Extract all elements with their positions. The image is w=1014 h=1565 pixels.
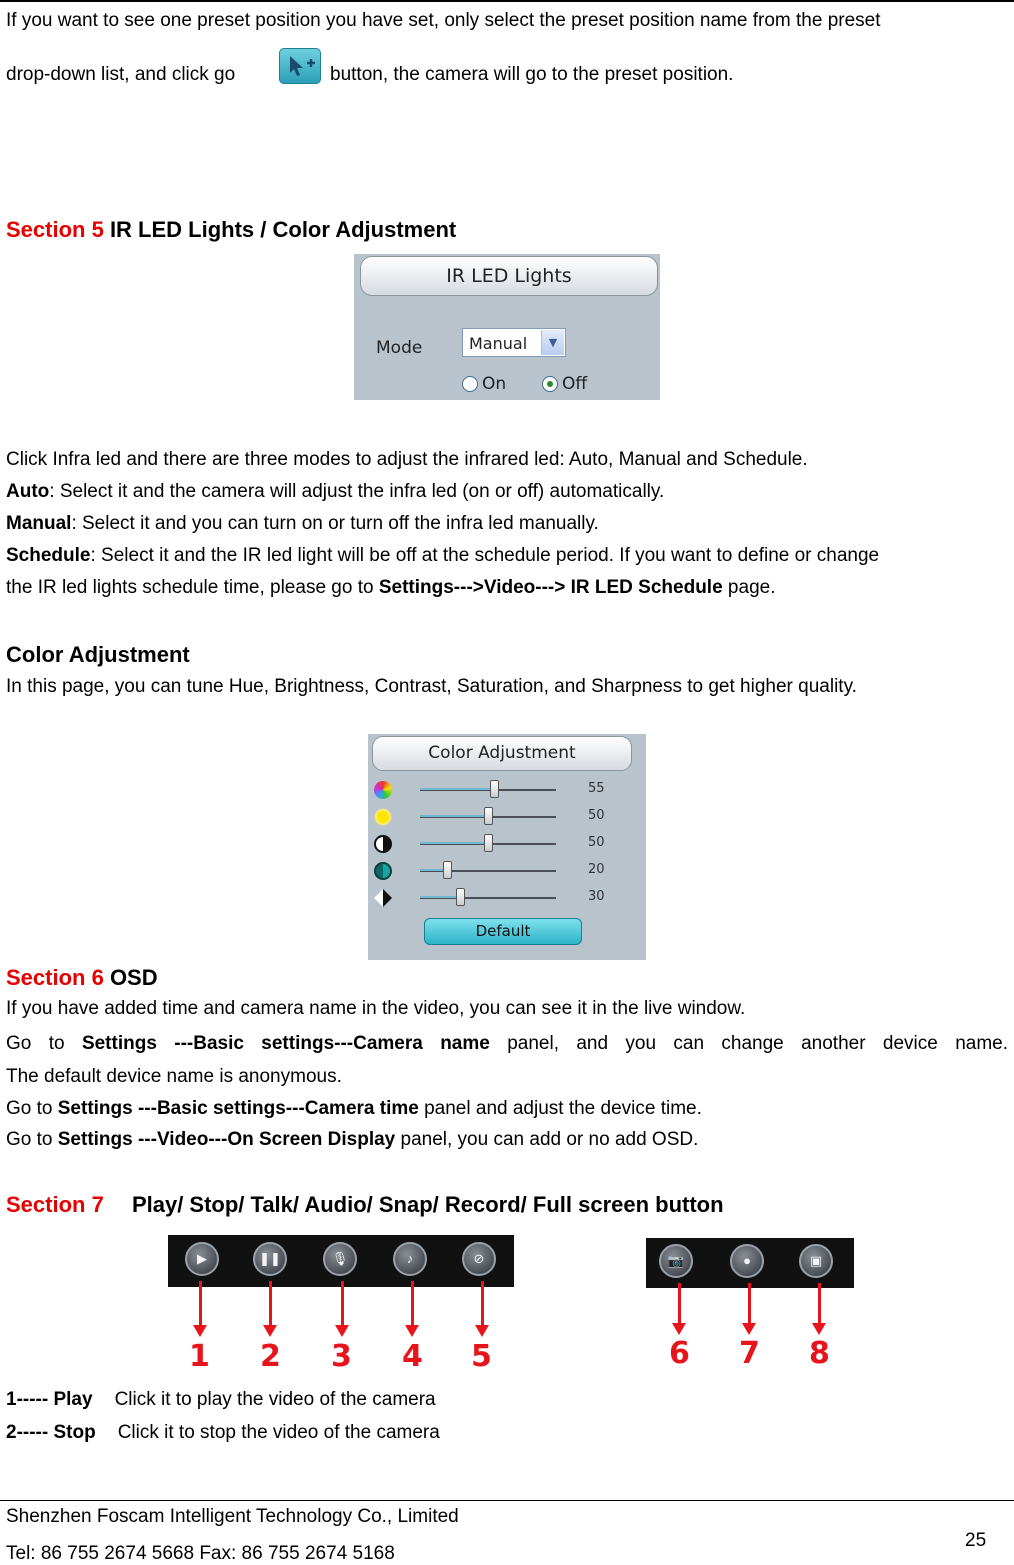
- chevron-down-icon[interactable]: ▼: [541, 330, 564, 355]
- arrow-1: [199, 1281, 202, 1327]
- arrow-6: [678, 1283, 681, 1325]
- pause-icon[interactable]: ❚❚: [253, 1242, 287, 1276]
- contrast-row: [368, 833, 646, 855]
- schedule-label: Schedule: [6, 545, 91, 566]
- manual-label: Manual: [6, 513, 72, 534]
- osd-p4: [6, 1129, 698, 1151]
- manual-line: [6, 513, 599, 535]
- osd-p2-go: Go to: [6, 1033, 65, 1054]
- schedule-line-2-end: page.: [722, 577, 776, 598]
- item-1-line: [6, 1389, 436, 1411]
- item-2-text: Click it to stop the video of the camera: [117, 1422, 440, 1443]
- auto-line: [6, 481, 664, 503]
- talk-icon[interactable]: 🎙: [323, 1242, 357, 1276]
- contrast-thumb[interactable]: [484, 834, 493, 852]
- section-5-title: IR LED Lights / Color Adjustment: [109, 217, 457, 242]
- hue-value: 55: [588, 781, 605, 796]
- intro-line-2-start: drop-down list, and click go: [6, 64, 236, 85]
- schedule-link: Settings--->Video---> IR LED Schedule: [378, 577, 723, 598]
- schedule-line-2: [6, 577, 775, 599]
- section-6-heading: [6, 965, 158, 991]
- sharpness-row: [368, 887, 646, 909]
- osd-p3-go: Go to: [6, 1098, 58, 1119]
- mode-select-value: Manual: [469, 334, 528, 353]
- brightness-thumb[interactable]: [484, 807, 493, 825]
- section-5-heading: [6, 217, 456, 243]
- osd-p2: [6, 1033, 1008, 1055]
- radio-off[interactable]: [542, 376, 558, 392]
- radio-off-label: Off: [562, 374, 588, 394]
- osd-p3: [6, 1098, 702, 1120]
- manual-text: : Select it and you can turn on or turn off the infra led manually.: [71, 513, 599, 534]
- schedule-line-2-start: the IR led lights schedule time, please go to: [6, 577, 379, 598]
- player-toolbar-left: [168, 1235, 514, 1287]
- arrow-7: [748, 1283, 751, 1325]
- footer-rule: [0, 1500, 1014, 1501]
- osd-p3-link: Settings ---Basic settings---Camera time: [57, 1098, 419, 1119]
- arrow-5: [481, 1281, 484, 1327]
- brightness-value: 50: [588, 808, 605, 823]
- contrast-icon: [374, 835, 392, 853]
- section-7-label: Section 7: [6, 1192, 104, 1217]
- default-button[interactable]: Default: [424, 918, 582, 945]
- section-5-label: Section 5: [6, 217, 104, 242]
- section-7-title: Play/ Stop/ Talk/ Audio/ Snap/ Record/ Full screen button: [131, 1192, 724, 1217]
- sharpness-icon: [374, 889, 392, 907]
- section-6-title: OSD: [109, 965, 158, 990]
- color-adjustment-text: In this page, you can tune Hue, Brightness, Contrast, Saturation, and Sharpness to get higher quality.: [6, 676, 857, 697]
- osd-p4-go: Go to: [6, 1129, 58, 1150]
- ir-led-panel: [354, 254, 660, 400]
- brightness-fill: [420, 815, 488, 817]
- mute-icon[interactable]: ⊘: [462, 1242, 496, 1276]
- auto-label: Auto: [6, 481, 50, 502]
- mode-select[interactable]: [462, 328, 566, 357]
- osd-p4-rest: panel, you can add or no add OSD.: [395, 1129, 699, 1150]
- page-number: 25: [965, 1530, 987, 1551]
- color-adjustment-panel: [368, 734, 646, 960]
- hue-fill: [420, 788, 495, 790]
- audio-icon[interactable]: ♪: [393, 1242, 427, 1276]
- item-2-line: [6, 1422, 440, 1444]
- go-button-icon: [279, 48, 321, 84]
- brightness-icon: [374, 808, 392, 826]
- saturation-row: [368, 860, 646, 882]
- saturation-icon: [374, 862, 392, 880]
- section-6-label: Section 6: [6, 965, 104, 990]
- hue-row: [368, 779, 646, 801]
- ir-led-panel-title[interactable]: IR LED Lights: [360, 256, 658, 296]
- intro-line-1: If you want to see one preset position you have set, only select the preset position name from the preset: [6, 10, 881, 31]
- hue-icon: [374, 781, 392, 799]
- osd-p2-link: Settings ---Basic settings---Camera name: [81, 1033, 490, 1054]
- sharpness-fill: [420, 896, 461, 898]
- osd-p1: If you have added time and camera name in the video, you can see it in the live window.: [6, 998, 746, 1019]
- arrow-4: [411, 1281, 414, 1327]
- sharpness-thumb[interactable]: [456, 888, 465, 906]
- callout-6: 6: [669, 1336, 690, 1371]
- callout-2: 2: [260, 1339, 281, 1374]
- play-icon[interactable]: ▶: [185, 1242, 219, 1276]
- footer-contact: Tel: 86 755 2674 5668 Fax: 86 755 2674 5168: [6, 1543, 395, 1564]
- callout-3: 3: [331, 1339, 352, 1374]
- arrow-3: [341, 1281, 344, 1327]
- record-icon[interactable]: ●: [730, 1244, 764, 1278]
- sharpness-value: 30: [588, 889, 605, 904]
- brightness-row: [368, 806, 646, 828]
- radio-on[interactable]: [462, 376, 478, 392]
- callout-7: 7: [739, 1336, 760, 1371]
- section-7-heading: [6, 1192, 724, 1218]
- top-rule: [0, 0, 1014, 2]
- arrow-2: [269, 1281, 272, 1327]
- osd-p4-link: Settings ---Video---On Screen Display: [57, 1129, 396, 1150]
- intro-line-2-end: button, the camera will go to the preset position.: [330, 64, 734, 85]
- ir-intro: Click Infra led and there are three modes to adjust the infrared led: Auto, Manual and Schedule.: [6, 449, 808, 470]
- contrast-value: 50: [588, 835, 605, 850]
- color-adjustment-panel-title[interactable]: Color Adjustment: [372, 736, 632, 771]
- fullscreen-icon[interactable]: ▣: [799, 1244, 833, 1278]
- schedule-text: : Select it and the IR led light will be off at the schedule period. If you want to define or change: [90, 545, 880, 566]
- auto-text: : Select it and the camera will adjust the infra led (on or off) automatically.: [49, 481, 665, 502]
- schedule-line: [6, 545, 879, 567]
- mode-label: Mode: [376, 338, 423, 358]
- callout-5: 5: [471, 1339, 492, 1374]
- osd-p2-line2: The default device name is anonymous.: [6, 1066, 342, 1087]
- osd-p2-rest: panel, and you can change another device name.: [507, 1033, 1008, 1054]
- snap-icon[interactable]: 📷: [659, 1244, 693, 1278]
- color-adjustment-heading: Color Adjustment: [6, 642, 190, 667]
- player-toolbar-right: [646, 1238, 854, 1288]
- callout-8: 8: [809, 1336, 830, 1371]
- item-2-label: 2----- Stop: [6, 1422, 96, 1443]
- item-1-text: Click it to play the video of the camera: [114, 1389, 436, 1410]
- footer-company: Shenzhen Foscam Intelligent Technology Co., Limited: [6, 1506, 459, 1527]
- osd-p3-rest: panel and adjust the device time.: [418, 1098, 702, 1119]
- saturation-thumb[interactable]: [443, 861, 452, 879]
- arrow-8: [818, 1283, 821, 1325]
- radio-on-label: On: [482, 374, 507, 394]
- hue-thumb[interactable]: [490, 780, 499, 798]
- callout-4: 4: [402, 1339, 423, 1374]
- contrast-fill: [420, 842, 488, 844]
- saturation-value: 20: [588, 862, 605, 877]
- item-1-label: 1----- Play: [6, 1389, 93, 1410]
- callout-1: 1: [189, 1339, 210, 1374]
